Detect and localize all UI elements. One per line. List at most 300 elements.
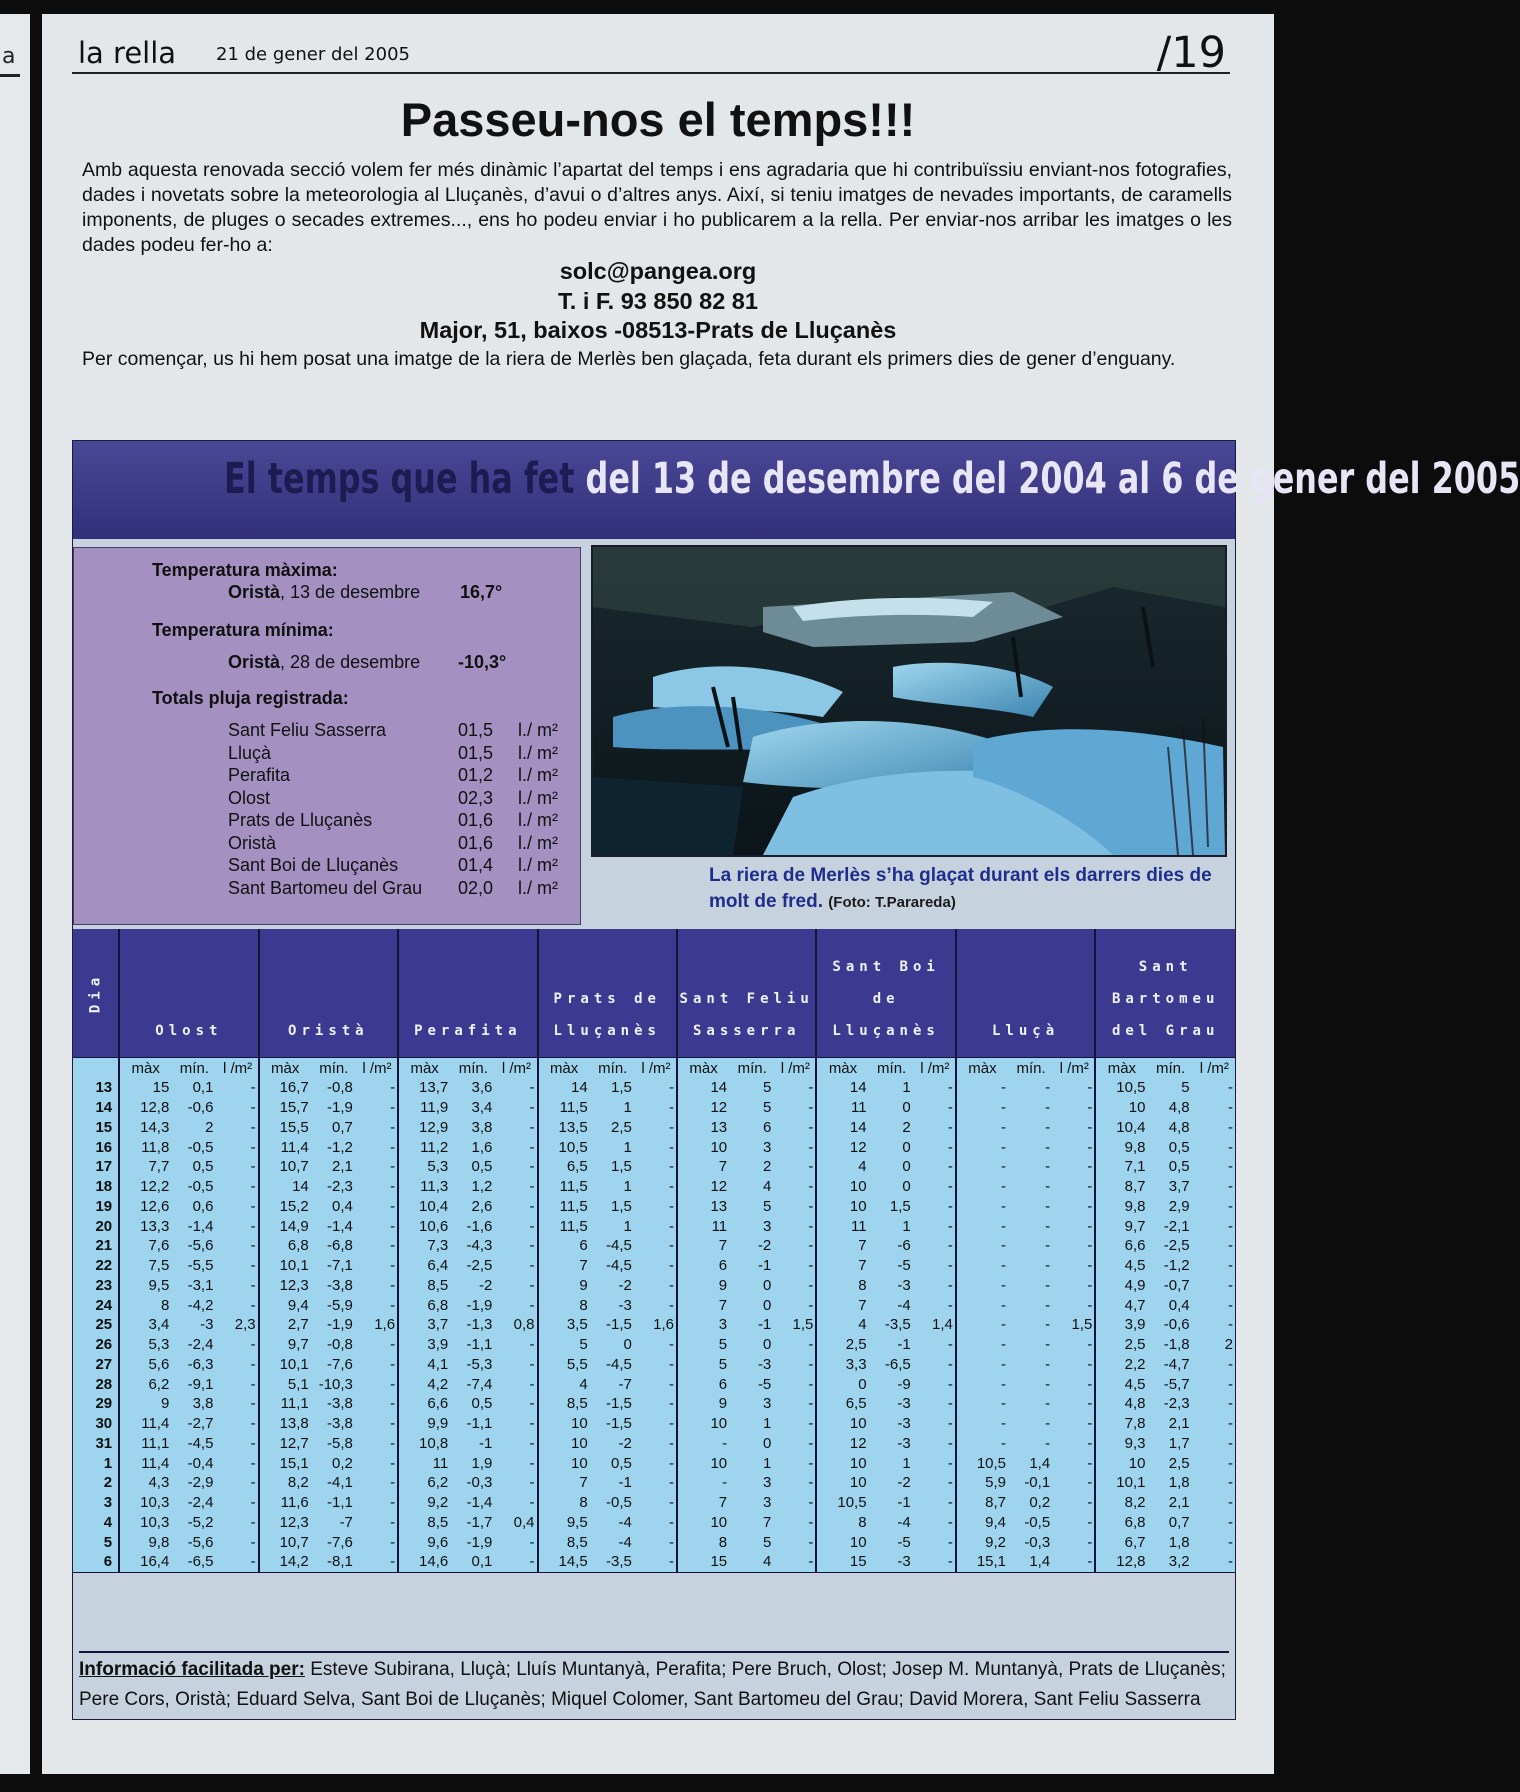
banner-title-part1: El temps que ha fet — [224, 454, 575, 504]
rain-cell: - — [217, 1453, 258, 1473]
max-temp-cell: 11 — [816, 1216, 868, 1236]
min-temp-cell: -2 — [590, 1276, 636, 1296]
min-temp-cell: 5 — [729, 1197, 775, 1217]
max-temp-cell: 10,1 — [259, 1256, 311, 1276]
article-title: Passeu-nos el temps!!! — [400, 93, 916, 146]
max-temp-cell: - — [956, 1335, 1008, 1355]
rain-cell: - — [217, 1473, 258, 1493]
subheader-max: màx — [816, 1058, 868, 1079]
min-temp-cell: -1 — [590, 1473, 636, 1493]
day-cell: 14 — [73, 1098, 119, 1118]
subheader-max: màx — [677, 1058, 729, 1079]
min-temp-cell: -6,5 — [171, 1552, 217, 1572]
max-temp-cell: 8 — [816, 1276, 868, 1296]
rain-cell: - — [357, 1118, 398, 1138]
rain-row — [228, 810, 578, 832]
rain-cell: - — [636, 1335, 677, 1355]
min-temp-cell: -6,5 — [869, 1355, 915, 1375]
min-temp-cell: 0,5 — [1147, 1137, 1193, 1157]
max-temp-cell: 7 — [816, 1295, 868, 1315]
rain-cell: - — [217, 1177, 258, 1197]
day-cell: 4 — [73, 1513, 119, 1533]
left-page-edge — [0, 14, 30, 1774]
rain-cell: - — [217, 1532, 258, 1552]
rain-cell: - — [496, 1552, 537, 1572]
rain-cell: - — [1194, 1118, 1235, 1138]
max-temp-cell: 8,5 — [538, 1394, 590, 1414]
rain-cell: - — [496, 1276, 537, 1296]
table-row — [73, 1295, 1235, 1315]
min-temp-cell: -1,9 — [450, 1295, 496, 1315]
rain-cell: - — [915, 1157, 956, 1177]
min-temp-cell: 1,5 — [590, 1157, 636, 1177]
rain-cell: - — [1054, 1493, 1095, 1513]
min-temp-cell: 3,4 — [450, 1098, 496, 1118]
max-temp-cell: 3,5 — [538, 1315, 590, 1335]
rain-cell: - — [775, 1157, 816, 1177]
table-row — [73, 1434, 1235, 1454]
rain-cell: - — [775, 1295, 816, 1315]
rain-cell: - — [1054, 1276, 1095, 1296]
day-cell: 1 — [73, 1453, 119, 1473]
rain-cell: - — [775, 1513, 816, 1533]
rain-cell: - — [915, 1473, 956, 1493]
rain-unit: l./ m² — [518, 810, 558, 830]
rain-cell: - — [357, 1197, 398, 1217]
day-header-label: Dia — [87, 972, 104, 1014]
rain-cell: - — [775, 1473, 816, 1493]
rain-cell: - — [1194, 1394, 1235, 1414]
max-temp-cell: 6 — [677, 1374, 729, 1394]
rain-cell: - — [1194, 1236, 1235, 1256]
max-temp-cell: 10 — [816, 1453, 868, 1473]
max-temp-cell: 9 — [677, 1394, 729, 1414]
max-temp-cell: 16,4 — [119, 1552, 171, 1572]
min-temp-cell: -3,8 — [311, 1414, 357, 1434]
rain-cell: - — [775, 1374, 816, 1394]
rain-cell: - — [636, 1453, 677, 1473]
day-cell: 25 — [73, 1315, 119, 1335]
table-row — [73, 1118, 1235, 1138]
max-temp-cell: 8,2 — [259, 1473, 311, 1493]
rain-value: 02,0 — [458, 877, 494, 898]
min-temp-cell: 2,9 — [1147, 1197, 1193, 1217]
rain-unit: l./ m² — [518, 765, 558, 785]
max-temp-cell: 11,4 — [119, 1453, 171, 1473]
table-row — [73, 1216, 1235, 1236]
max-temp-cell: 8 — [538, 1295, 590, 1315]
min-temp-cell: - — [1008, 1256, 1054, 1276]
max-temp-cell: 10,4 — [398, 1197, 450, 1217]
rain-cell: - — [775, 1236, 816, 1256]
table-row — [73, 1256, 1235, 1276]
min-temp-cell: 1 — [590, 1177, 636, 1197]
max-temp-cell: 9 — [677, 1276, 729, 1296]
rain-cell: - — [217, 1276, 258, 1296]
min-temp-cell: -1,2 — [311, 1137, 357, 1157]
subheader-min: mín. — [171, 1058, 217, 1079]
max-temp-cell: 11,5 — [538, 1098, 590, 1118]
min-temp-cell: -0,6 — [1147, 1315, 1193, 1335]
max-temp-cell: 12,7 — [259, 1434, 311, 1454]
rain-cell: - — [915, 1137, 956, 1157]
rain-cell: - — [1194, 1532, 1235, 1552]
min-temp-cell: 0 — [590, 1335, 636, 1355]
min-temp-cell: 1,7 — [1147, 1434, 1193, 1454]
rain-cell: - — [217, 1157, 258, 1177]
rain-cell: - — [217, 1216, 258, 1236]
rain-cell: - — [496, 1473, 537, 1493]
min-temp-cell: -6 — [869, 1236, 915, 1256]
min-temp-cell: - — [1008, 1335, 1054, 1355]
max-temp-cell: 7 — [816, 1236, 868, 1256]
subheader-rain: l /m² — [496, 1058, 537, 1079]
min-temp-cell: - — [1008, 1216, 1054, 1236]
max-temp-cell: 7,8 — [1095, 1414, 1147, 1434]
rain-cell: - — [1054, 1236, 1095, 1256]
photo-credit: (Foto: T.Parareda) — [828, 894, 956, 911]
max-temp-cell: - — [677, 1473, 729, 1493]
min-temp-cell: -0,5 — [1008, 1513, 1054, 1533]
max-temp-cell: 10 — [816, 1532, 868, 1552]
rain-cell: 2 — [1194, 1335, 1235, 1355]
rain-cell: - — [1194, 1473, 1235, 1493]
max-temp-cell: 10 — [1095, 1098, 1147, 1118]
min-temp-cell: -3,1 — [171, 1276, 217, 1296]
min-temp-cell: 3,8 — [450, 1118, 496, 1138]
max-temp-cell: 7 — [538, 1473, 590, 1493]
contact-email[interactable]: solc@pangea.org — [559, 258, 757, 284]
max-temp-cell: 8,5 — [398, 1276, 450, 1296]
rain-cell: - — [1054, 1374, 1095, 1394]
rain-cell: - — [1054, 1414, 1095, 1434]
max-temp-cell: 10,6 — [398, 1216, 450, 1236]
min-temp-cell: 0,5 — [171, 1157, 217, 1177]
rain-cell: - — [1194, 1315, 1235, 1335]
max-temp-cell: 15,1 — [259, 1453, 311, 1473]
min-temp-cell: -0,3 — [450, 1473, 496, 1493]
table-row — [73, 1453, 1235, 1473]
station-header: Olost — [119, 929, 258, 1058]
min-temp-cell: 3,2 — [1147, 1552, 1193, 1572]
rain-row — [228, 878, 578, 900]
max-temp-cell: 7 — [538, 1256, 590, 1276]
rain-cell: - — [636, 1256, 677, 1276]
rain-cell: - — [1054, 1552, 1095, 1572]
rain-cell: - — [357, 1335, 398, 1355]
subheader-rain: l /m² — [915, 1058, 956, 1079]
max-temp-cell: 7,7 — [119, 1157, 171, 1177]
max-temp-cell: 10 — [538, 1414, 590, 1434]
min-temp-cell: -3 — [869, 1414, 915, 1434]
max-temp-cell: 7 — [677, 1157, 729, 1177]
max-temp-cell: 6,6 — [1095, 1236, 1147, 1256]
max-temp-cell: 11,9 — [398, 1098, 450, 1118]
rain-cell: - — [1054, 1197, 1095, 1217]
max-temp-cell: 6,7 — [1095, 1532, 1147, 1552]
rain-cell: - — [217, 1098, 258, 1118]
rain-cell: - — [1054, 1394, 1095, 1414]
rain-row — [228, 855, 578, 877]
max-temp-cell: 13,3 — [119, 1216, 171, 1236]
photo-caption-text: La riera de Merlès s’ha glaçat durant els darrers dies de molt de fred. — [709, 865, 1212, 912]
max-temp-cell: 9,8 — [119, 1532, 171, 1552]
table-row — [73, 1552, 1235, 1572]
table-row — [73, 1374, 1235, 1394]
rain-cell: - — [636, 1355, 677, 1375]
min-temp-cell: -3,8 — [311, 1276, 357, 1296]
table-row — [73, 1236, 1235, 1256]
rain-unit: l./ m² — [518, 855, 558, 875]
rain-cell: - — [496, 1216, 537, 1236]
min-temp-cell: -3 — [729, 1355, 775, 1375]
rain-cell: - — [915, 1256, 956, 1276]
min-temp-cell: -2,4 — [171, 1335, 217, 1355]
min-temp-cell: - — [1008, 1197, 1054, 1217]
min-temp-cell: 3 — [729, 1137, 775, 1157]
min-temp-cell: 6 — [729, 1118, 775, 1138]
station-header: Lluçà — [956, 929, 1095, 1058]
max-temp-cell: 7,5 — [119, 1256, 171, 1276]
rain-cell: - — [496, 1355, 537, 1375]
rain-cell: - — [915, 1434, 956, 1454]
min-temp-cell: -4,5 — [590, 1355, 636, 1375]
min-temp-cell: -3 — [869, 1276, 915, 1296]
min-temp-cell: -5,7 — [1147, 1374, 1193, 1394]
table-row — [73, 1276, 1235, 1296]
rain-cell: - — [775, 1078, 816, 1098]
rain-cell: - — [496, 1532, 537, 1552]
max-temp-cell: 13 — [677, 1197, 729, 1217]
max-temp-cell: 9,8 — [1095, 1197, 1147, 1217]
min-temp-cell: -2,1 — [1147, 1216, 1193, 1236]
max-temp-cell: 13,5 — [538, 1118, 590, 1138]
max-temp-cell: 8,5 — [398, 1513, 450, 1533]
max-temp-cell: 8 — [677, 1532, 729, 1552]
min-temp-cell: -1,1 — [311, 1493, 357, 1513]
min-temp-cell: 1 — [729, 1453, 775, 1473]
min-temp-cell: -3 — [590, 1295, 636, 1315]
max-temp-cell: 10 — [816, 1197, 868, 1217]
rain-cell: - — [496, 1394, 537, 1414]
rain-cell: - — [636, 1177, 677, 1197]
rain-cell: - — [636, 1236, 677, 1256]
min-temp-cell: -4,3 — [450, 1236, 496, 1256]
table-row — [73, 1335, 1235, 1355]
rain-cell: - — [1054, 1532, 1095, 1552]
rain-location: Sant Feliu Sasserra — [228, 720, 387, 740]
max-temp-cell: 8 — [816, 1513, 868, 1533]
min-temp-cell: 1,4 — [1008, 1453, 1054, 1473]
min-temp-cell: -2 — [450, 1276, 496, 1296]
rain-cell: - — [357, 1394, 398, 1414]
rain-cell: - — [636, 1157, 677, 1177]
max-temp-cell: 8 — [538, 1493, 590, 1513]
rain-cell: - — [1194, 1493, 1235, 1513]
min-temp-cell: -1 — [729, 1256, 775, 1276]
rain-value: 02,3 — [458, 787, 494, 808]
left-page-fragment: a — [2, 44, 16, 69]
max-temp-cell: 9,6 — [398, 1532, 450, 1552]
min-temp-cell: 3 — [729, 1394, 775, 1414]
min-temp-cell: 3 — [729, 1473, 775, 1493]
max-temp-cell: 9,5 — [538, 1513, 590, 1533]
rain-cell: - — [496, 1137, 537, 1157]
min-temp-cell: -0,7 — [1147, 1276, 1193, 1296]
min-temp-cell: 1,8 — [1147, 1473, 1193, 1493]
rain-cell: 0,4 — [496, 1513, 537, 1533]
rain-cell: - — [1194, 1414, 1235, 1434]
subheader-min: mín. — [729, 1058, 775, 1079]
max-temp-cell: 11 — [816, 1098, 868, 1118]
banner-title-part2: del 13 de desembre del 2004 al 6 de gener del 2005 — [585, 454, 1520, 504]
min-temp-cell: -1 — [729, 1315, 775, 1335]
max-temp-cell: 3,9 — [398, 1335, 450, 1355]
max-temp-cell: 14 — [538, 1078, 590, 1098]
rain-location: Prats de Lluçanès — [228, 810, 373, 830]
publication-date: 21 de gener del 2005 — [216, 44, 410, 65]
min-temp-cell: - — [1008, 1236, 1054, 1256]
min-temp-value: -10,3° — [458, 652, 507, 672]
min-temp-cell: 0,2 — [1008, 1493, 1054, 1513]
max-temp-cell: 15 — [677, 1552, 729, 1572]
table-row — [73, 1098, 1235, 1118]
station-header: Sant Boi de Lluçanès — [816, 929, 955, 1058]
max-temp-cell: 4,9 — [1095, 1276, 1147, 1296]
max-temp-place: Oristà — [228, 582, 281, 602]
min-temp-cell: 1,2 — [450, 1177, 496, 1197]
min-temp-cell: -10,3 — [311, 1374, 357, 1394]
min-temp-cell: 2,6 — [450, 1197, 496, 1217]
max-temp-date: , 13 de desembre — [280, 582, 421, 602]
max-temp-cell: 8 — [119, 1295, 171, 1315]
min-temp-cell: -2,3 — [1147, 1394, 1193, 1414]
min-temp-cell: -0,4 — [171, 1453, 217, 1473]
max-temp-cell: 11,1 — [119, 1434, 171, 1454]
rain-cell: - — [775, 1276, 816, 1296]
min-temp-cell: -4 — [590, 1513, 636, 1533]
max-temp-cell: - — [677, 1434, 729, 1454]
min-temp-cell: - — [1008, 1414, 1054, 1434]
rain-cell: - — [217, 1295, 258, 1315]
rain-cell: - — [915, 1295, 956, 1315]
max-temp-cell: 11,4 — [119, 1414, 171, 1434]
max-temp-cell: 15,5 — [259, 1118, 311, 1138]
min-temp-cell: 0 — [869, 1157, 915, 1177]
rain-cell: - — [636, 1098, 677, 1118]
subheader-rain: l /m² — [1194, 1058, 1235, 1079]
rain-cell: - — [1054, 1118, 1095, 1138]
weather-table — [73, 929, 1235, 1573]
subheader-min: mín. — [1008, 1058, 1054, 1079]
max-temp-cell: 11,1 — [259, 1394, 311, 1414]
rain-cell: - — [357, 1414, 398, 1434]
rain-cell: - — [1054, 1157, 1095, 1177]
max-temp-cell: 11,5 — [538, 1197, 590, 1217]
max-temp-cell: 11,6 — [259, 1493, 311, 1513]
rain-cell: - — [636, 1137, 677, 1157]
rain-cell: - — [636, 1414, 677, 1434]
page-number: /19 — [1156, 28, 1226, 78]
table-row — [73, 1177, 1235, 1197]
rain-cell: - — [496, 1414, 537, 1434]
rain-cell: - — [915, 1078, 956, 1098]
rain-cell: - — [496, 1434, 537, 1454]
min-temp-cell: -3 — [869, 1552, 915, 1572]
max-temp-cell: - — [956, 1394, 1008, 1414]
min-temp-cell: - — [1008, 1137, 1054, 1157]
min-temp-cell: -3,5 — [869, 1315, 915, 1335]
rain-unit: l./ m² — [518, 787, 558, 808]
rain-cell: - — [357, 1137, 398, 1157]
frozen-river-photo — [591, 545, 1227, 857]
min-temp-cell: 0 — [729, 1335, 775, 1355]
rain-cell: - — [775, 1197, 816, 1217]
max-temp-cell: 7,1 — [1095, 1157, 1147, 1177]
max-temp-cell: 6,8 — [1095, 1513, 1147, 1533]
rain-cell: - — [775, 1098, 816, 1118]
min-temp-cell: 1 — [869, 1216, 915, 1236]
min-temp-cell: 1 — [590, 1098, 636, 1118]
day-cell: 31 — [73, 1434, 119, 1454]
min-temp-cell: -2,3 — [311, 1177, 357, 1197]
day-cell: 23 — [73, 1276, 119, 1296]
min-temp-cell: -0,3 — [1008, 1532, 1054, 1552]
min-temp-cell: 2 — [869, 1118, 915, 1138]
subheader-min: mín. — [869, 1058, 915, 1079]
min-temp-cell: -8,1 — [311, 1552, 357, 1572]
rain-cell: - — [496, 1098, 537, 1118]
max-temp-cell: - — [956, 1315, 1008, 1335]
rain-cell: - — [636, 1216, 677, 1236]
max-temp-cell: 5,1 — [259, 1374, 311, 1394]
day-cell: 30 — [73, 1414, 119, 1434]
max-temp-cell: - — [956, 1216, 1008, 1236]
day-cell: 29 — [73, 1394, 119, 1414]
day-cell: 15 — [73, 1118, 119, 1138]
min-temp-cell: 0,1 — [450, 1552, 496, 1572]
rain-value: 01,6 — [458, 832, 494, 853]
rain-cell: - — [1054, 1355, 1095, 1375]
min-temp-cell: 2,5 — [590, 1118, 636, 1138]
max-temp-cell: 12,6 — [119, 1197, 171, 1217]
min-temp-cell: 4 — [729, 1552, 775, 1572]
data-credits — [79, 1651, 1229, 1715]
rain-cell: - — [357, 1177, 398, 1197]
rain-cell: - — [217, 1137, 258, 1157]
max-temp-cell: 5 — [677, 1355, 729, 1375]
min-temp-cell: -1,2 — [1147, 1256, 1193, 1276]
rain-cell: - — [775, 1355, 816, 1375]
day-cell: 3 — [73, 1493, 119, 1513]
min-temp-cell: -9 — [869, 1374, 915, 1394]
rain-cell: - — [357, 1236, 398, 1256]
table-row — [73, 1493, 1235, 1513]
rain-cell: - — [217, 1552, 258, 1572]
page-header — [72, 22, 1230, 78]
subheader-max: màx — [119, 1058, 171, 1079]
photo-caption — [709, 863, 1229, 916]
min-temp-cell: - — [1008, 1177, 1054, 1197]
max-temp-cell: 10 — [677, 1414, 729, 1434]
table-row — [73, 1315, 1235, 1335]
min-temp-cell: - — [1008, 1078, 1054, 1098]
max-temp-cell: 12,8 — [119, 1098, 171, 1118]
min-temp-cell: -1 — [869, 1493, 915, 1513]
min-temp-cell: -1,9 — [311, 1098, 357, 1118]
rain-cell: 1,6 — [357, 1315, 398, 1335]
max-temp-cell: 6,8 — [398, 1295, 450, 1315]
